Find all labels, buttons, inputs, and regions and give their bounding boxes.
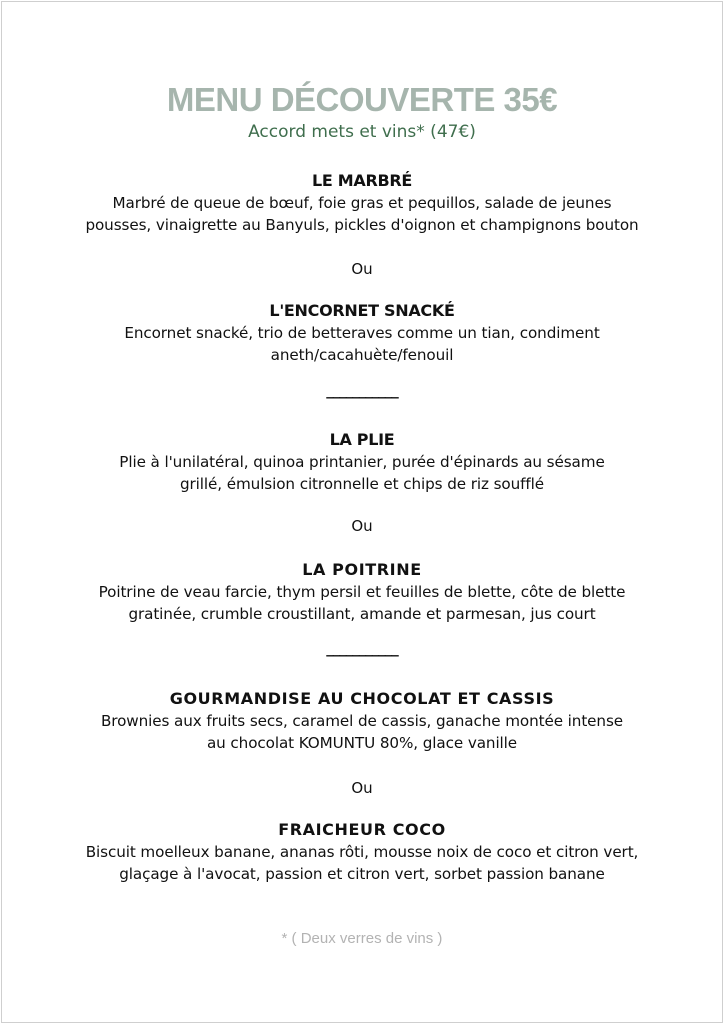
dish-description-line: glaçage à l'avocat, passion et citron vert, sorbet passion banane: [119, 865, 605, 883]
wine-pairing-subtitle: Accord mets et vins* (47€): [248, 122, 476, 142]
dish-la-plie: [22, 429, 702, 495]
dish-encornet-snacke: [22, 300, 702, 366]
dish-gourmandise-chocolat-cassis: [22, 688, 702, 754]
dish-title: LA POITRINE: [302, 560, 422, 579]
or-divider: Ou: [351, 779, 373, 797]
dish-description-line: Poitrine de veau farcie, thym persil et feuilles de blette, côte de blette: [98, 583, 626, 601]
wine-footnote: * ( Deux verres de vins ): [281, 930, 443, 947]
dish-description-line: Encornet snacké, trio de betteraves comme un tian, condiment: [124, 324, 600, 342]
dish-description-line: pousses, vinaigrette au Banyuls, pickles d'oignon et champignons bouton: [85, 216, 639, 234]
dish-le-marbre: [22, 170, 702, 236]
or-divider: Ou: [351, 517, 373, 535]
dish-title: FRAICHEUR COCO: [278, 820, 446, 839]
dish-la-poitrine: [22, 559, 702, 625]
menu-page: [1, 1, 723, 1023]
dish-description-line: Plie à l'unilatéral, quinoa printanier, purée d'épinards au sésame: [119, 453, 605, 471]
dish-description-line: au chocolat KOMUNTU 80%, glace vanille: [206, 734, 518, 752]
dish-description-line: Marbré de queue de bœuf, foie gras et pequillos, salade de jeunes: [112, 194, 612, 212]
dish-title: LA PLIE: [329, 430, 395, 449]
course-separator: ___________: [326, 381, 398, 399]
dish-description-line: gratinée, crumble croustillant, amande et parmesan, jus court: [128, 605, 596, 623]
dish-description-line: Brownies aux fruits secs, caramel de cassis, ganache montée intense: [100, 712, 624, 730]
or-divider: Ou: [351, 260, 373, 278]
dish-fraicheur-coco: [22, 819, 702, 885]
dish-description-line: Biscuit moelleux banane, ananas rôti, mousse noix de coco et citron vert,: [85, 843, 639, 861]
dish-title: LE MARBRÉ: [311, 171, 413, 190]
menu-title: MENU DÉCOUVERTE 35€: [166, 81, 558, 118]
dish-title: L'ENCORNET SNACKÉ: [269, 301, 455, 320]
course-separator: ___________: [326, 639, 398, 657]
dish-description-line: grillé, émulsion citronnelle et chips de riz soufflé: [179, 475, 544, 493]
dish-title: GOURMANDISE AU CHOCOLAT ET CASSIS: [169, 689, 555, 708]
dish-description-line: aneth/cacahuète/fenouil: [270, 346, 454, 364]
